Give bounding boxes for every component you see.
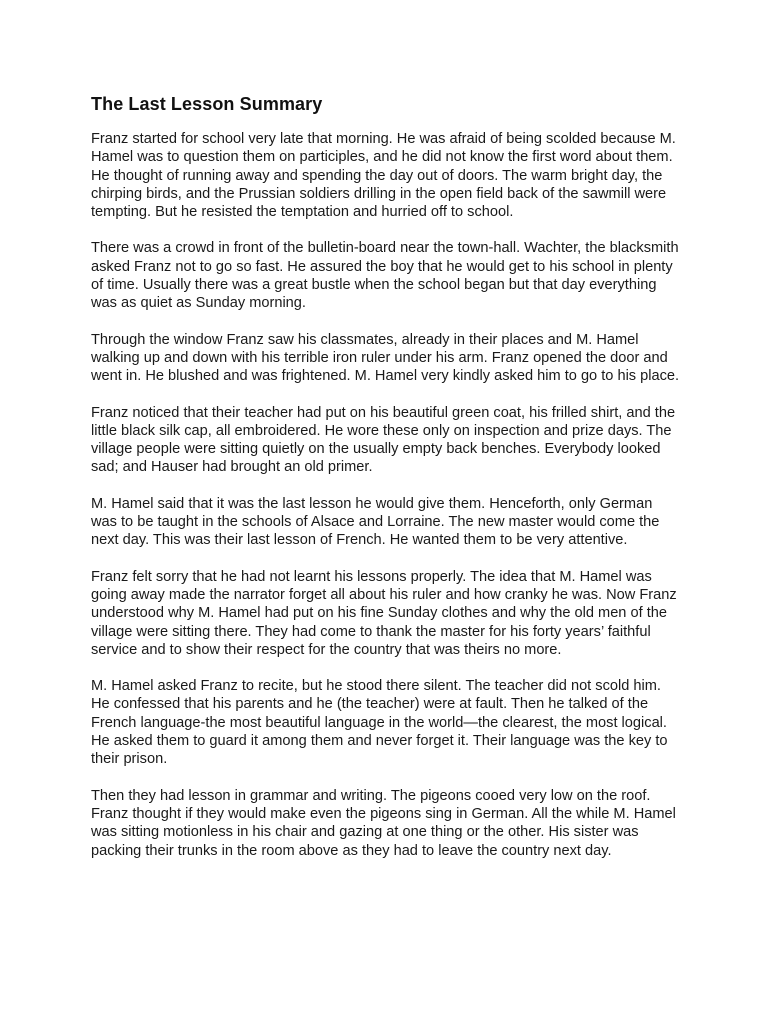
- paragraph-4: Franz noticed that their teacher had put on his beautiful green coat, his frilled shirt, and the little black silk cap, all embroidered. He wore these only on inspection and prize days. The village people were sitting quietly on the usually empty back benches. Everybody looked sad; and Hauser had brought an old primer.: [91, 404, 676, 476]
- paragraph-3: Through the window Franz saw his classmates, already in their places and M. Hamel walking up and down with his terrible iron ruler under his arm. Franz opened the door and went in. He blushed and was frightened. M. Hamel very kindly asked him to go to his place.: [91, 331, 680, 385]
- paragraph-5: M. Hamel said that it was the last lesson he would give them. Henceforth, only German was to be taught in the schools of Alsace and Lorraine. The new master would come the next day. This was their last lesson of French. He wanted them to be very attentive.: [91, 495, 660, 549]
- paragraph-7: M. Hamel asked Franz to recite, but he stood there silent. The teacher did not scold him. He confessed that his parents and he (the teacher) were at fault. Then he talked of the French language-the most beautiful language in the world—the clearest, the most logical. He asked them to guard it among them and never forget it. Their language was the key to their prison.: [91, 678, 668, 768]
- paragraph-6: Franz felt sorry that he had not learnt his lessons properly. The idea that M. Hamel was going away made the narrator forget all about his ruler and how cranky he was. Now Franz understood why M. Hamel had put on his fine Sunday clothes and why the old men of the village were sitting there. They had come to thank the master for his forty years’ faithful service and to show their respect for the country that was theirs no more.: [91, 568, 677, 658]
- paragraph-1: Franz started for school very late that morning. He was afraid of being scolded because M. Hamel was to question them on participles, and he did not know the first word about them. He thought of running away and spending the day out of doors. The warm bright day, the chirping birds, and the Prussian soldiers drilling in the open field back of the sawmill were tempting. But he resisted the temptation and hurried off to school.: [91, 131, 676, 221]
- document-title: The Last Lesson Summary: [91, 94, 323, 114]
- paragraph-2: There was a crowd in front of the bulletin-board near the town-hall. Wachter, the blacksmith asked Franz not to go so fast. He assured the boy that he would get to his school in plenty of time. Usually there was a great bustle when the school began but that day everything was as quiet as Sunday morning.: [91, 240, 679, 312]
- document-body: [91, 92, 681, 878]
- paragraph-8: Then they had lesson in grammar and writing. The pigeons cooed very low on the roof. Franz thought if they would make even the pigeons sing in German. All the while M. Hamel was sitting motionless in his chair and gazing at one thing or the other. His sister was packing their trunks in the room above as they had to leave the country next day.: [91, 787, 676, 859]
